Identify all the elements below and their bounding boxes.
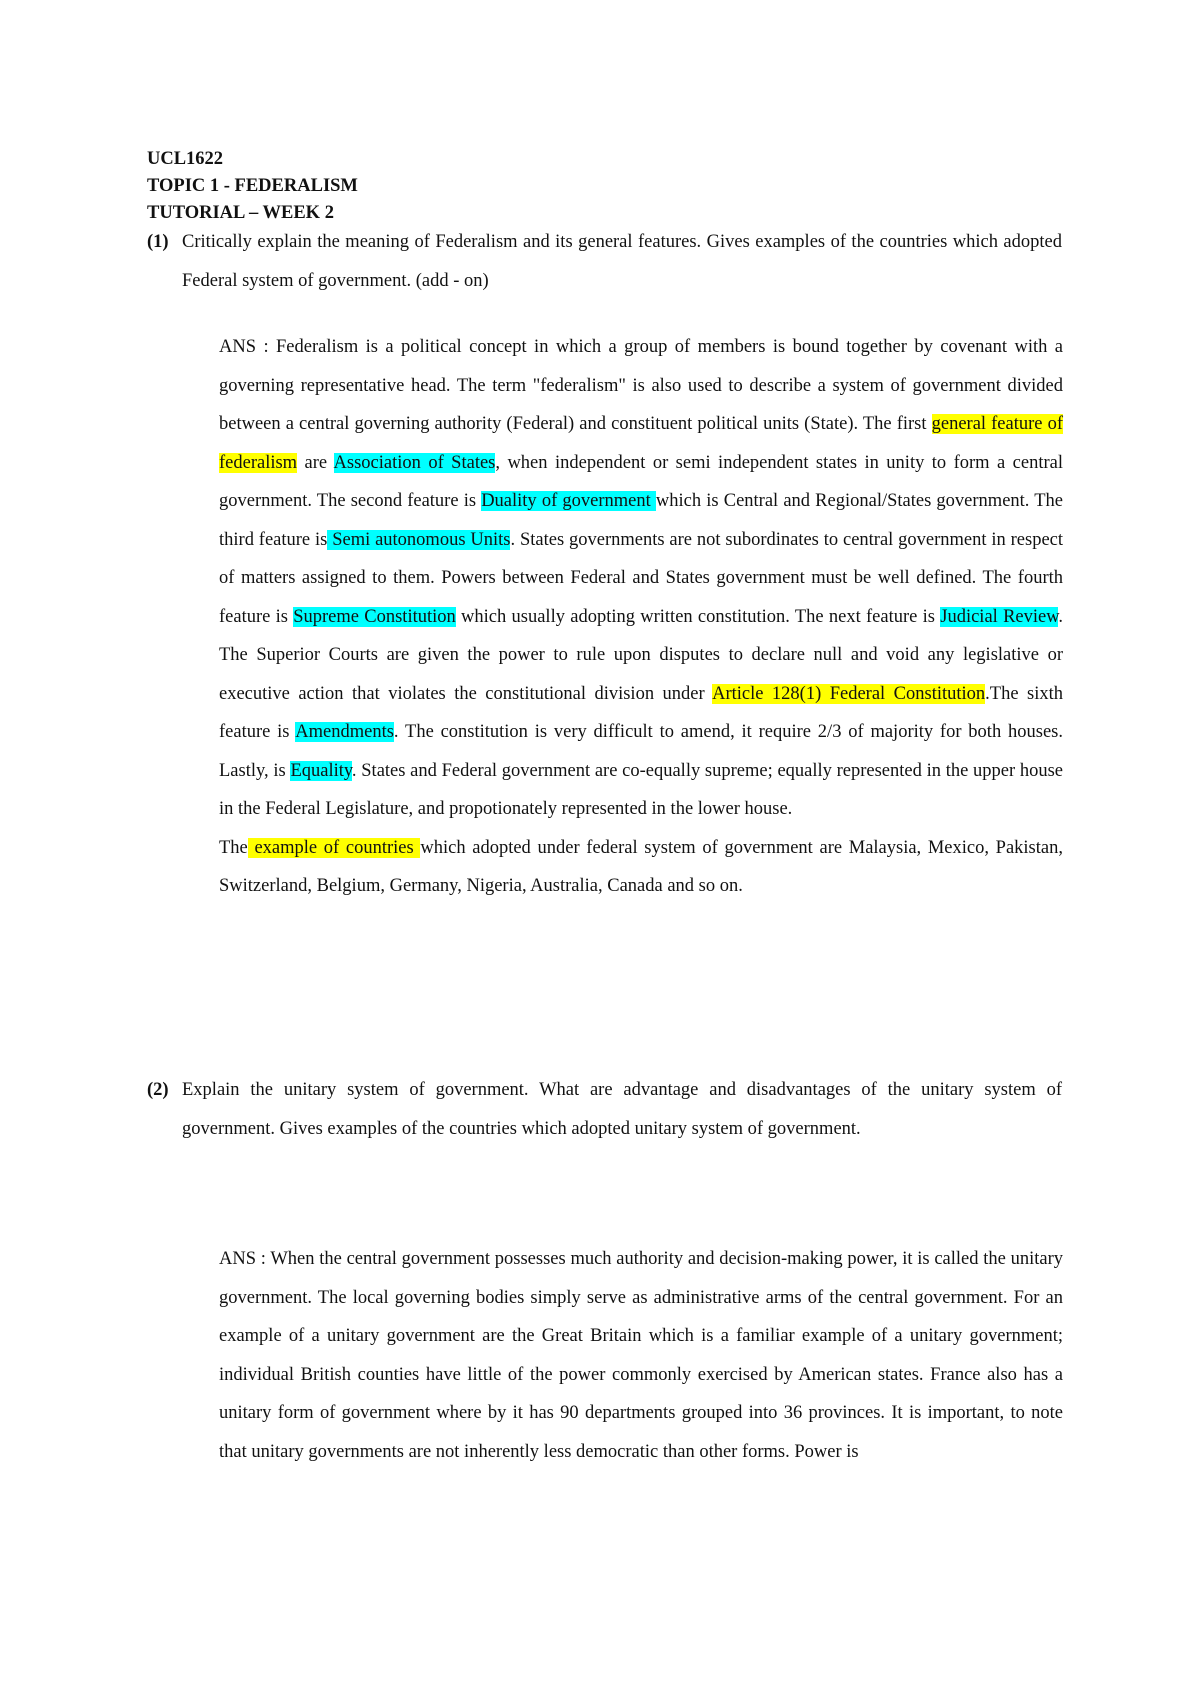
highlight-cyan: Supreme Constitution bbox=[293, 606, 456, 627]
answer-text: . States and Federal government are co-equally supreme; equally represented in the upper house in the Federal Legislature, and propotionately represented in the lower house. bbox=[219, 760, 1063, 819]
highlight-yellow: general feature of federalism bbox=[219, 414, 1063, 473]
question-number: (2) bbox=[147, 1080, 169, 1100]
question-1 bbox=[147, 223, 1062, 300]
question-text: Critically explain the meaning of Federalism and its general features. Gives examples of the countries which adopted Federal system of government. (add - on) bbox=[182, 232, 1062, 291]
answer-text: . States governments are not subordinates to central government in respect of matters assigned to them. Powers between Federal and States government must be well defined. The fourth feature is bbox=[219, 529, 1064, 627]
question-number: (1) bbox=[147, 232, 169, 252]
highlight-cyan: Amendments bbox=[295, 722, 394, 742]
highlight-cyan: Equality bbox=[290, 760, 352, 781]
answer-text: The bbox=[219, 837, 248, 858]
answer-paragraph: ANS : When the central government possesses much authority and decision-making power, it is called the unitary government. The local governing bodies simply serve as administrative arms of the central government. For an example of a unitary government are the Great Britain which is a familiar example of a unitary government; individual British counties have little of the power commonly exercised by American states. France also has a unitary form of government where by it has 90 departments grouped into 36 provinces. It is important, to note that unitary governments are not inherently less democratic than other forms. Power is bbox=[219, 1249, 1063, 1462]
question-2 bbox=[147, 1071, 1062, 1148]
answer-text: .The sixth feature is bbox=[219, 683, 1063, 742]
highlight-cyan: Judicial Review bbox=[940, 606, 1059, 627]
answer-text: , when independent or semi independent states in unity to form a central government. The second feature is bbox=[219, 452, 1063, 511]
question-text: Explain the unitary system of government. What are advantage and disadvantages of the unitary system of government. Gives examples of the countries which adopted unitary system of government. bbox=[182, 1080, 1062, 1139]
document-header bbox=[147, 146, 358, 227]
highlight-cyan: Association of States bbox=[333, 452, 496, 473]
answer-paragraph bbox=[219, 328, 1063, 829]
topic-title: TOPIC 1 - FEDERALISM bbox=[147, 176, 358, 196]
highlight-yellow: example of countries bbox=[247, 837, 421, 858]
highlight-cyan: Duality of government bbox=[481, 491, 656, 511]
highlight-cyan: Semi autonomous Units bbox=[327, 529, 511, 550]
answer-text: which adopted under federal system of government are Malaysia, Mexico, Pakistan, Switzerland, Belgium, Germany, Nigeria, Australia, Canada and so on. bbox=[219, 837, 1063, 896]
answer-text: which is Central and Regional/States government. The third feature is bbox=[219, 491, 1063, 550]
answer-text: ANS : Federalism is a political concept in which a group of members is bound together by covenant with a governing representative head. The term "federalism" is also used to describe a system of government divided between a central governing authority (Federal) and constituent political units (State). The first bbox=[219, 337, 1063, 434]
tutorial-title: TUTORIAL – WEEK 2 bbox=[147, 203, 334, 223]
answer-text: . The constitution is very difficult to amend, it require 2/3 of majority for both houses. Lastly, is bbox=[219, 722, 1063, 781]
highlight-yellow: Article 128(1) Federal Constitution bbox=[712, 683, 986, 704]
answer-text: which usually adopting written constitution. The next feature is bbox=[455, 606, 941, 627]
answer-2 bbox=[219, 1240, 1063, 1471]
answer-text: . The Superior Courts are given the power to rule upon disputes to declare null and void any legislative or executive action that violates the constitutional division under bbox=[219, 606, 1064, 704]
answer-1 bbox=[219, 328, 1063, 906]
answer-text: are bbox=[297, 452, 334, 473]
answer-paragraph bbox=[219, 829, 1063, 906]
course-code: UCL1622 bbox=[147, 149, 224, 169]
